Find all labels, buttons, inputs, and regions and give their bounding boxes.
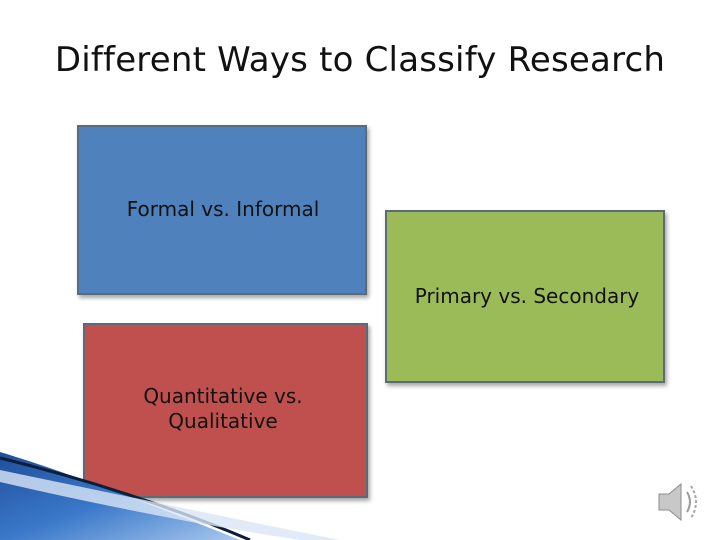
quantitative-qualitative-label: Quantitative vs. Qualitative [143,384,303,433]
slide-title: Different Ways to Classify Research [54,40,666,80]
corner-swoosh-decoration [0,440,340,540]
formal-informal-label: Formal vs. Informal [126,197,320,221]
primary-secondary-label: Primary vs. Secondary [414,284,640,308]
speaker-icon[interactable] [655,474,705,530]
